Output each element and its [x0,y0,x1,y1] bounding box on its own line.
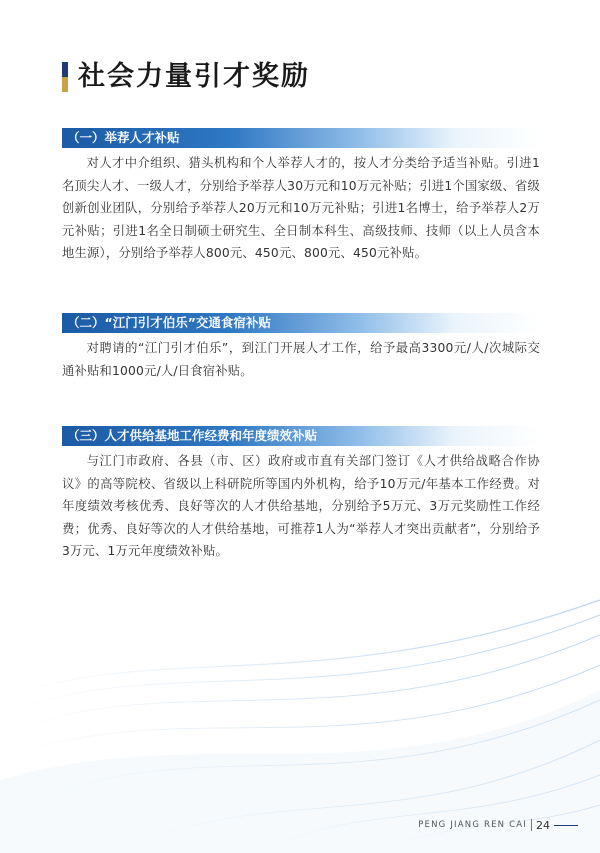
section-body: 对聘请的“江门引才伯乐”，到江门开展人才工作，给予最高3300元/人/次城际交通补贴和1000元/人/日食宿补贴。 [62,341,540,378]
section-2 [62,313,540,382]
section-heading: （一）举荐人才补贴 [62,128,540,148]
title-accent-bar-blue [62,62,68,77]
section-heading: （三）人才供给基地工作经费和年度绩效补贴 [62,426,540,446]
footer-divider [531,819,532,831]
page-number: 24 [536,818,550,832]
page-title-block [62,60,310,94]
section-heading: （二）“江门引才伯乐”交通食宿补贴 [62,313,540,333]
footer-accent-line [554,825,578,826]
footer-brand-text: PENG JIANG REN CAI [418,820,527,830]
section-body: 与江门市政府、各县（市、区）政府或市直有关部门签订《人才供给战略合作协议》的高等院校、省级以上科研院所等国内外机构，给予10万元/年基本工作经费。对年度绩效考核优秀、良好等次的人才供给基地，分别给予5万元、3万元奖励性工作经费；优秀、良好等次的人才供给基地，可推荐1人为“举荐人才突出贡献者”，分别给予3万元、1万元年度绩效补贴。 [62,454,540,559]
page-footer [418,817,578,833]
section-3 [62,426,540,563]
page-title: 社会力量引才奖励 [78,61,310,92]
title-accent-bar-gold [62,77,68,92]
title-accent-bar [62,62,68,92]
section-body: 对人才中介组织、猎头机构和个人举荐人才的，按人才分类给予适当补贴。引进1名顶尖人才、一级人才，分别给予举荐人30万元和10万元补贴；引进1个国家级、省级创新创业团队，分别给予举荐人20万元和10万元补贴；引进1名博士，给予举荐人2万元补贴；引进1名全日制硕士研究生、全日制本科生、高级技师、技师（以上人员含本地生源），分别给予举荐人800元、450元、800元、450元补贴。 [62,156,540,261]
section-1 [62,128,540,265]
